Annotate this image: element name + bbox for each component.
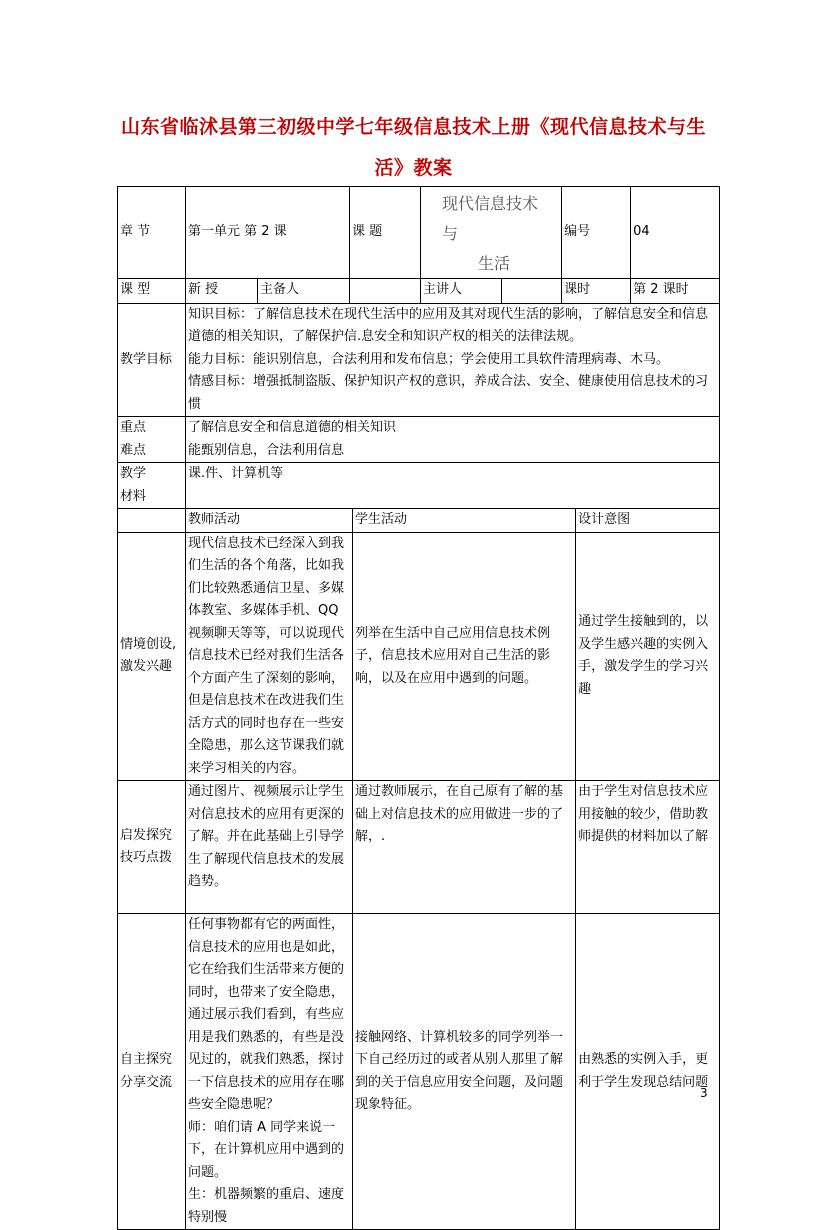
key-points-row [118, 417, 720, 463]
stage-teacher-activity: 现代信息技术已经深入到我们生活的各个角落，比如我们比较熟悉通信卫星、多媒体教室、多媒体手机、QQ视频聊天等等，可以说现代信息技术已经对我们生活各个方面产生了深刻的影响，但是信息技术在改进我们生活方式的同时也存在一些安全隐患，那么这节课我们就来学习相关的内容。 [186, 532, 353, 781]
topic-title-image [421, 187, 562, 279]
difficulty-label: 难点 [120, 442, 147, 458]
activity-header-row [118, 509, 720, 533]
number-value: 04 [631, 187, 720, 279]
stage-name: 自主探究分享交流 [118, 914, 186, 1230]
speaker-value [502, 278, 562, 303]
topic-title-picture [442, 189, 540, 273]
difficulty-point: 能甄别信息，合法利用信息 [188, 442, 345, 458]
prep-label: 主备人 [258, 278, 350, 303]
stage-header-empty [118, 509, 186, 533]
prep-value [350, 278, 421, 303]
hours-value: 第 2 课时 [631, 278, 720, 303]
student-activity-header: 学生活动 [353, 509, 576, 533]
type-row [118, 278, 720, 303]
hours-label: 课时 [562, 278, 631, 303]
goals-row [118, 303, 720, 417]
stage-row-1 [118, 532, 720, 781]
stage-row-2 [118, 781, 720, 914]
chapter-label: 章 节 [118, 187, 186, 279]
stage-design-intent: 由于学生对信息技术应用接触的较少，借助教师提供的材料加以了解 [576, 781, 720, 914]
key-label: 重点 [120, 420, 147, 435]
header-row [118, 187, 720, 279]
materials-label-top: 教学 [120, 466, 147, 481]
stage-teacher-activity [186, 914, 353, 1230]
type-value: 新 授 [186, 278, 258, 303]
lesson-plan-table [117, 186, 720, 1230]
student-reply: 生：机器频繁的重启、速度特别慢 [188, 1187, 345, 1225]
goal-emotion: 情感目标：增强抵制盗版、保护知识产权的意识，养成合法、安全、健康使用信息技术的习惯 [188, 374, 709, 412]
topic-title-line1: 现代信息技术与 [442, 194, 539, 243]
document-title: 山东省临沭县第三初级中学七年级信息技术上册《现代信息技术与生 [120, 116, 706, 138]
goals-content [186, 303, 720, 417]
key-points-label [118, 417, 186, 463]
stage-student-activity: 通过教师展示，在自己原有了解的基础上对信息技术的应用做进一步的了解，. [353, 781, 576, 914]
topic-label: 课 题 [350, 187, 421, 279]
number-label: 编号 [562, 187, 631, 279]
page-number: 3 [700, 1086, 708, 1100]
chapter-value: 第一单元 第 2 课 [186, 187, 350, 279]
stage-student-activity: 接触网络、计算机较多的同学列举一下自己经历过的或者从别人那里了解到的关于信息应用安全问题，及问题现象特征。 [353, 914, 576, 1230]
key-point: 了解信息安全和信息道德的相关知识 [188, 420, 397, 435]
materials-label-bottom: 材料 [120, 488, 147, 504]
stage-name: 情境创设,激发兴趣 [118, 532, 186, 781]
topic-title-line2: 生活 [478, 254, 511, 273]
teacher-activity-header: 教师活动 [186, 509, 353, 533]
document-title-continued: 活》教案 [374, 157, 453, 179]
materials-value: 课.件、计算机等 [186, 463, 720, 509]
stage-student-activity: 列举在生活中自己应用信息技术例子，信息技术应用对自己生活的影响，以及在应用中遇到的问题。 [353, 532, 576, 781]
stage-design-intent: 通过学生接触到的，以及学生感兴趣的实例入手，激发学生的学习兴趣 [576, 532, 720, 781]
goals-label: 教学目标 [118, 303, 186, 417]
stage-teacher-activity: 通过图片、视频展示让学生对信息技术的应用有更深的了解。并在此基础上引导学生了解现代信息技术的发展趋势。 [186, 781, 353, 914]
design-intent-header: 设计意图 [576, 509, 720, 533]
teacher-paragraph: 任何事物都有它的两面性，信息技术的应用也是如此，它在给我们生活带来方便的同时，也带来了安全隐患，通过展示我们看到，有些应用是我们熟悉的，有些是没见过的，就我们熟悉，探讨一下信息技术的应用存在哪些安全隐患呢？ [188, 917, 345, 1112]
materials-label [118, 463, 186, 509]
goal-ability: 能力目标：能识别信息，合法利用和发布信息；学会使用工具软件清理病毒、木马。 [188, 351, 670, 367]
goal-knowledge: 知识目标：了解信息技术在现代生活中的应用及其对现代生活的影响，了解信息安全和信息道德的相关知识，了解保护信.息安全和知识产权的相关的法律法规。 [188, 306, 709, 344]
stage-name: 启发探究技巧点拨 [118, 781, 186, 914]
type-label: 课 型 [118, 278, 186, 303]
teacher-dialogue: 师：咱们请 A 同学来说一下，在计算机应用中遇到的问题。 [188, 1119, 345, 1180]
stage-row-3 [118, 914, 720, 1230]
materials-row [118, 463, 720, 509]
key-points-content [186, 417, 720, 463]
speaker-label: 主讲人 [421, 278, 502, 303]
stage-design-intent: 由熟悉的实例入手，更利于学生发现总结问题 [576, 914, 720, 1230]
